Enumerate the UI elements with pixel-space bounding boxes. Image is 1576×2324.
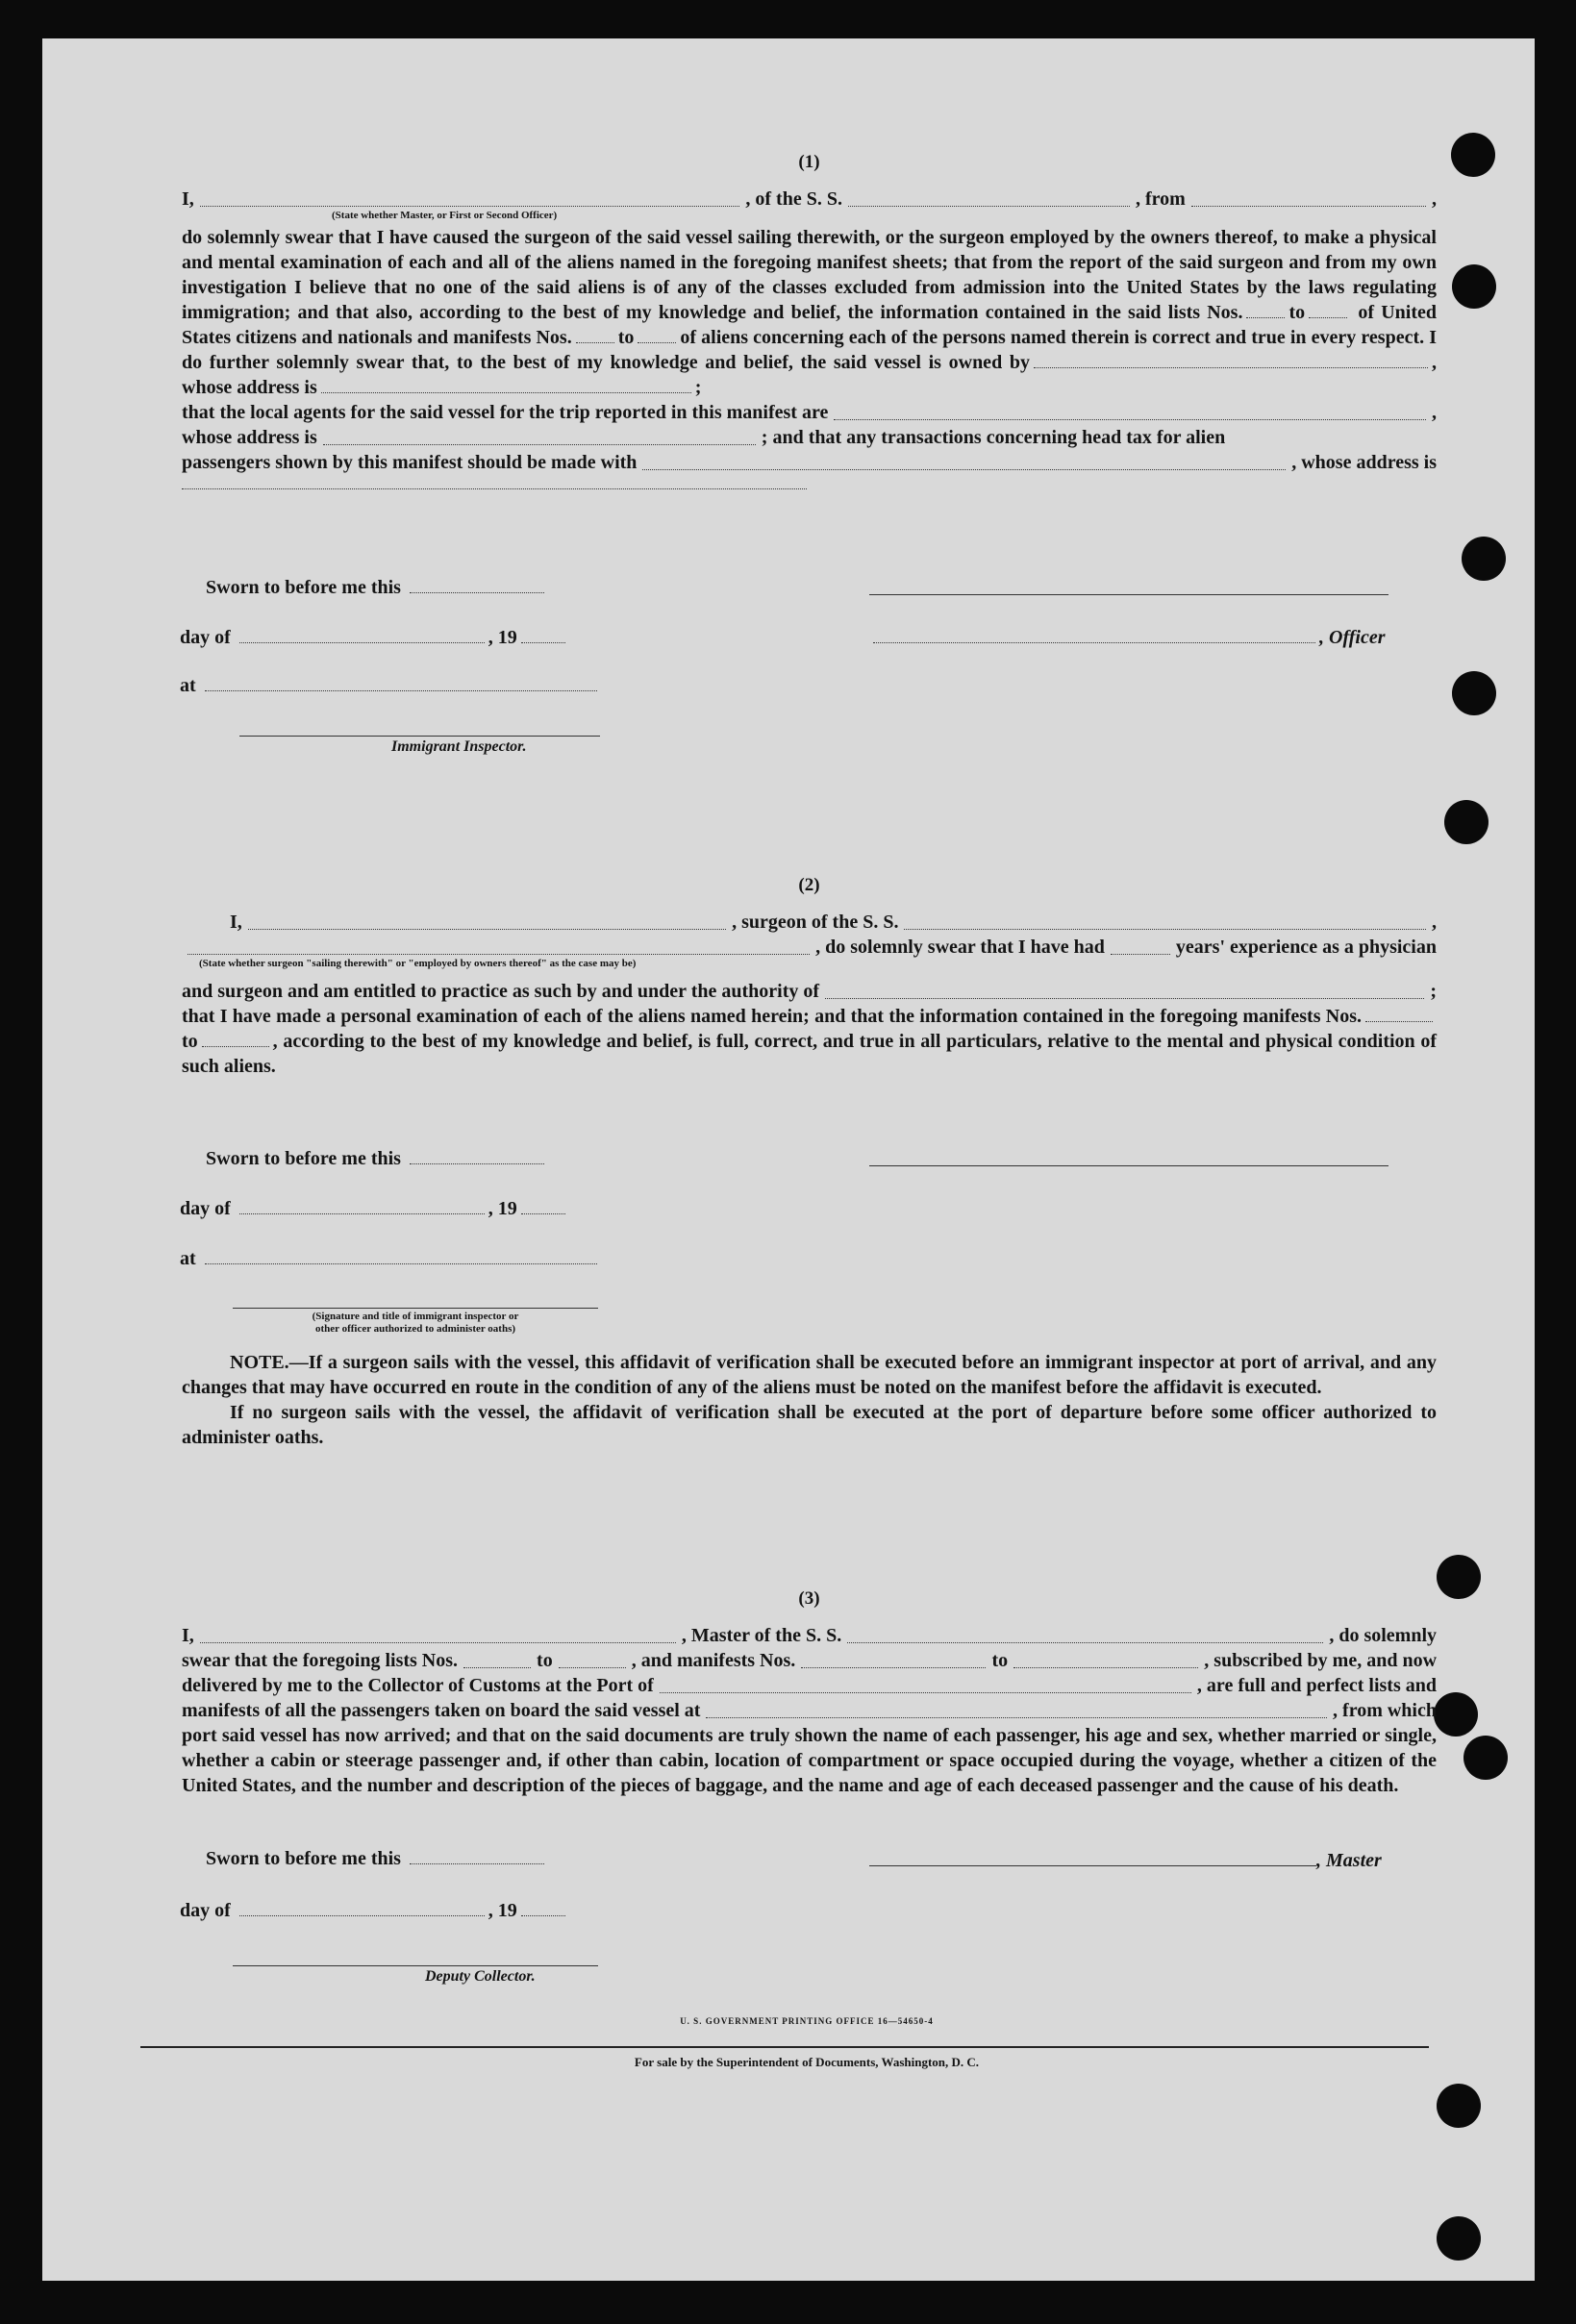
gpo-line (182, 2012, 1432, 2029)
punch-hole (1437, 2084, 1481, 2128)
inspector-signature-line[interactable] (239, 716, 600, 737)
section-number: (1) (798, 152, 820, 172)
deputy-collector-signature-line[interactable] (233, 1946, 598, 1966)
local-agents-line (182, 400, 1437, 425)
master-signature-line (869, 1846, 1382, 1872)
oath-paragraph: do solemnly swear that I have caused the surgeon of the said vessel sailing therewith, or the surgeon employed by the owners thereof, to make a physical and mental examination of each and all of the aliens named in the foregoing manifest sheets; that from the report of the said surgeon and from my own investigation I believe that no one of the said aliens is of any of the classes excluded from admission into the United States by the laws regulating immigration; and that also, according to the best of my knowledge and belief, the information contained in the said lists Nos. to of United States citizens and nationals and manifests Nos. to of aliens concerning each of the persons named therein is correct and true in every respect. I do further solemnly swear that, to the best of my knowledge and belief, the said vessel is owned by , whose address is ; (182, 227, 1437, 398)
surgeon-vessel-field[interactable] (904, 929, 1426, 930)
authority-line (182, 979, 1437, 1004)
officer-signature-top-line (869, 575, 1388, 601)
punch-hole (1452, 671, 1496, 715)
sworn-date-field[interactable] (410, 1846, 544, 1864)
lists-from-field[interactable] (1246, 300, 1285, 318)
oath-first-line (182, 187, 1437, 212)
surgeon-manifests-from-field[interactable] (1365, 1004, 1433, 1022)
agents-address-line (182, 425, 1437, 450)
label-day-of: day of (180, 627, 231, 648)
label-at: at (180, 675, 196, 696)
label-local-agents: that the local agents for the said vessel for the trip reported in this manifest are (182, 402, 829, 423)
delivery-paragraph: port said vessel has now arrived; and that on the said documents are truly shown the name of each passenger, his age and sex, whether married or single, whether a cabin or steerage passenger and, if other than cabin, location of compartment or space occupied during the voyage, whether a citizen of the United States, and the number and description of the pieces of baggage, and the name and age of each deceased passenger and the cause of his death. (182, 1725, 1437, 1796)
surgeon-paragraph: that I have made a personal examination of each of the aliens named herein; and that the information contained in the foregoing manifests Nos.to , according to the best of my knowledge and belief, is full, correct, and true in all particulars, relative to the mental and physical condition of such aliens. (182, 1006, 1437, 1077)
officer-signature-field[interactable] (873, 625, 1315, 643)
section-number: (3) (798, 1588, 820, 1609)
label-head-tax: ; and that any transactions concerning head tax for alien (761, 427, 1226, 448)
sworn-line (206, 1846, 548, 1870)
manifests-from-field[interactable] (576, 325, 614, 343)
label-collector: delivered by me to the Collector of Customs at the Port of (182, 1675, 654, 1696)
surgeon-first-line (182, 910, 1437, 935)
deputy-collector-signature (233, 1946, 598, 1986)
lists-to-field[interactable] (1309, 300, 1347, 318)
label-manifests-nos: , and manifests Nos. (631, 1650, 796, 1671)
punct: ; (1430, 981, 1437, 1002)
document-sheet (42, 38, 1535, 2281)
affidavit-master-section (182, 152, 1437, 489)
label-sworn: Sworn to before me this (206, 1848, 401, 1869)
boarding-line (182, 1698, 1437, 1723)
note-text: —If a surgeon sails with the vessel, this affidavit of verification shall be executed before an immigrant inspector at port of arrival, and any changes that may have occurred en route in the condition of any of the aliens must be noted on the manifest before the affidavit is executed. (182, 1352, 1437, 1398)
note-paragraph-2: If no surgeon sails with the vessel, the affidavit of verification shall be executed at the port of departure before some officer authorized to administer oaths. (182, 1402, 1437, 1448)
label-full-perfect: , are full and perfect lists and (1196, 1675, 1437, 1696)
label-19: , 19 (488, 1900, 517, 1921)
label-from-which: , from which (1333, 1700, 1437, 1721)
label-years-experience: years' experience as a physician (1175, 937, 1437, 958)
punch-hole (1462, 537, 1506, 581)
local-agents-field[interactable] (834, 419, 1426, 420)
surgeon-type-field[interactable] (188, 954, 810, 955)
manifests-from-field[interactable] (801, 1667, 986, 1668)
label-lists-nos: swear that the foregoing lists Nos. (182, 1650, 459, 1671)
label-master: , Master (1316, 1850, 1382, 1871)
year-field[interactable] (521, 1196, 565, 1214)
surgeon-type-hint: (State whether surgeon "sailing therewith" or "employed by owners thereof" as the case may be) (199, 958, 637, 969)
sale-line (182, 2054, 1432, 2071)
officer-signature-line (869, 625, 1386, 649)
head-tax-line (182, 450, 1437, 475)
head-tax-address-field[interactable] (182, 475, 807, 489)
punct: , (1432, 402, 1437, 423)
sworn-line (206, 1146, 548, 1170)
label-whose-address: , whose address is (1291, 452, 1437, 473)
authorized-officer-signature (233, 1288, 598, 1336)
day-of-line (180, 625, 569, 649)
note-block (182, 1350, 1437, 1450)
manifests-to-field[interactable] (1013, 1667, 1198, 1668)
label-i: I, (182, 1625, 194, 1646)
lists-line (182, 1648, 1437, 1673)
punch-hole (1444, 800, 1488, 844)
surgeon-manifests-to-field[interactable] (202, 1029, 269, 1047)
place-field[interactable] (205, 1246, 597, 1264)
years-experience-field[interactable] (1111, 954, 1170, 955)
label-whose-address: whose address is (182, 427, 317, 448)
label-sworn: Sworn to before me this (206, 577, 401, 598)
surgeon-second-line (182, 935, 1437, 960)
note-paragraph (182, 1350, 1437, 1400)
officer-name-field[interactable] (200, 206, 740, 207)
punct: , (1432, 188, 1437, 210)
at-line (180, 673, 601, 697)
sworn-date-field[interactable] (410, 1146, 544, 1164)
place-field[interactable] (205, 673, 597, 691)
label-subscribed: , subscribed by me, and now (1204, 1650, 1438, 1671)
label-19: , 19 (488, 1198, 517, 1219)
punch-hole (1434, 1692, 1478, 1737)
lists-to-field[interactable] (559, 1667, 626, 1668)
label-immigrant-inspector: Immigrant Inspector. (391, 738, 527, 755)
month-field[interactable] (239, 1196, 485, 1214)
punch-hole (1452, 264, 1496, 309)
vessel-owner-field[interactable] (1034, 350, 1428, 368)
head-tax-party-field[interactable] (642, 469, 1286, 470)
day-of-line (180, 1898, 569, 1922)
manifests-to-field[interactable] (638, 325, 676, 343)
sworn-date-field[interactable] (410, 575, 544, 593)
note-label: NOTE. (230, 1352, 289, 1373)
officer-rank-hint: (State whether Master, or First or Second Officer) (332, 210, 558, 221)
authorized-officer-signature-line[interactable] (233, 1288, 598, 1309)
affidavit-surgeon-section (182, 875, 1437, 1079)
label-from: , from (1135, 188, 1186, 210)
port-field[interactable] (660, 1692, 1191, 1693)
punch-hole (1437, 1555, 1481, 1599)
label-taken-on-board: manifests of all the passengers taken on board the said vessel at (182, 1700, 701, 1721)
owner-address-field[interactable] (321, 375, 691, 393)
label-at: at (180, 1248, 196, 1269)
vessel-name-field[interactable] (848, 206, 1130, 207)
footer-divider (140, 2046, 1429, 2048)
year-field[interactable] (521, 625, 565, 643)
punch-hole (1437, 2216, 1481, 2261)
label-deputy-collector: Deputy Collector. (425, 1968, 536, 1985)
affidavit-delivery-section (182, 1588, 1437, 1798)
departure-port-field[interactable] (1191, 206, 1426, 207)
label-19: , 19 (488, 627, 517, 648)
label-master-of-ss: , Master of the S. S. (681, 1625, 842, 1646)
punct: , (1432, 912, 1437, 933)
label-to: to (537, 1650, 553, 1671)
inspector-signature (239, 716, 600, 756)
label-do-solemnly: , do solemnly (1329, 1625, 1438, 1646)
master-first-line (182, 1623, 1437, 1648)
at-line (180, 1246, 601, 1270)
month-field[interactable] (239, 1898, 485, 1916)
boarding-port-field[interactable] (706, 1717, 1327, 1718)
punch-hole (1451, 133, 1495, 177)
month-field[interactable] (239, 625, 485, 643)
sworn-line (206, 575, 548, 599)
for-sale-text: For sale by the Superintendent of Documents, Washington, D. C. (634, 2055, 980, 2069)
label-to: to (991, 1650, 1009, 1671)
signature-line[interactable] (869, 1146, 1388, 1166)
master-name-field[interactable] (200, 1642, 676, 1643)
port-line (182, 1673, 1437, 1698)
year-field[interactable] (521, 1898, 565, 1916)
section-number: (2) (798, 875, 820, 895)
surgeon-signature-line (869, 1146, 1388, 1172)
signature-caption: (Signature and title of immigrant inspector or (312, 1311, 519, 1322)
surgeon-name-field[interactable] (248, 929, 726, 930)
lists-from-field[interactable] (463, 1667, 531, 1668)
signature-caption: other officer authorized to administer oaths) (314, 1323, 516, 1335)
label-i: I, (182, 188, 194, 210)
label-day-of: day of (180, 1900, 231, 1921)
label-day-of: day of (180, 1198, 231, 1219)
day-of-line (180, 1196, 569, 1220)
label-i: I, (230, 912, 242, 933)
label-solemnly-swear: , do solemnly swear that I have had (815, 937, 1105, 958)
master-signature-field[interactable] (869, 1846, 1316, 1866)
label-surgeon-of-ss: , surgeon of the S. S. (732, 912, 899, 933)
label-passengers-shown: passengers shown by this manifest should be made with (182, 452, 638, 473)
signature-line[interactable] (869, 575, 1388, 595)
label-authority: and surgeon and am entitled to practice as such by and under the authority of (182, 981, 820, 1002)
authority-field[interactable] (825, 998, 1424, 999)
label-sworn: Sworn to before me this (206, 1148, 401, 1169)
agents-address-field[interactable] (323, 444, 756, 445)
punch-hole (1463, 1736, 1508, 1780)
label-of-ss: , of the S. S. (745, 188, 842, 210)
printing-office-text: U. S. GOVERNMENT PRINTING OFFICE 16—54650-4 (680, 2016, 934, 2026)
label-officer: , Officer (1319, 627, 1386, 648)
master-vessel-field[interactable] (847, 1642, 1323, 1643)
